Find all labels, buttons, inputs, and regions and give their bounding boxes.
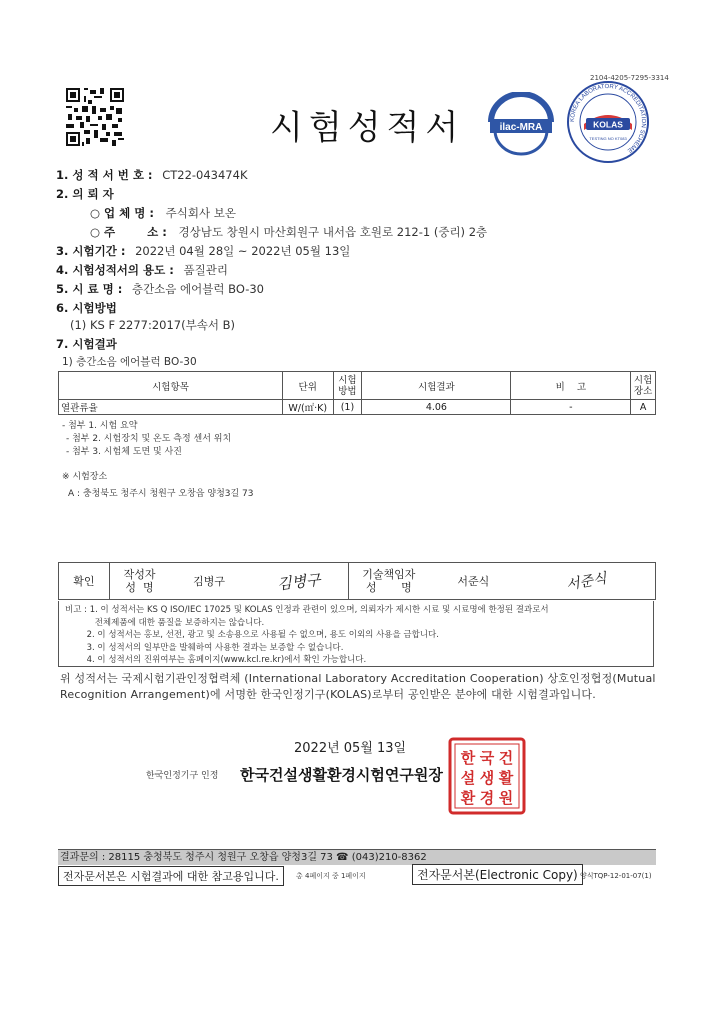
- test-place-a: A : 충청북도 청주시 청원구 오창읍 양청3길 73: [68, 489, 254, 499]
- svg-text:원: 원: [498, 789, 514, 807]
- svg-text:건: 건: [498, 749, 514, 767]
- attachment-3: - 첨부 3. 시험체 도면 및 사진: [66, 447, 182, 457]
- cell-place: A: [631, 400, 656, 415]
- attachment-2: - 첨부 2. 시험장치 및 온도 측정 센서 위치: [66, 434, 232, 444]
- svg-text:TESTING NO KT083: TESTING NO KT083: [589, 136, 627, 141]
- note-4: 4. 이 성적서의 진위여부는 홈페이지(www.kcl.re.kr)에서 확인 가능합니다.: [65, 655, 367, 665]
- method-value: (1) KS F 2277:2017(부속서 B): [70, 318, 235, 332]
- contact-bar: 결과문의 : 28115 충청북도 청주시 청원구 오창읍 양청3길 73 ☎ (043)210-8362: [58, 849, 656, 865]
- attachment-1: - 첨부 1. 시험 요약: [62, 421, 138, 431]
- sample-label: 5. 시 료 명 :: [56, 282, 123, 296]
- report-number-label: 1. 성 적 서 번 호 :: [56, 168, 153, 182]
- sample-row: [56, 281, 264, 297]
- svg-text:KOREA LABORATORY ACCREDITATION: KOREA LABORATORY ACCREDITATION SCHEME: [569, 83, 647, 154]
- confirm-label: 확인: [59, 563, 110, 600]
- header-method: 시험 방법: [333, 372, 362, 400]
- report-number-value: CT22-043474K: [162, 168, 248, 182]
- header-result: 시험결과: [362, 372, 511, 400]
- address-label: ○ 주 소 :: [90, 225, 167, 239]
- company-label: ○ 업 체 명 :: [90, 206, 154, 220]
- report-number-row: [56, 167, 247, 183]
- table-row: [59, 400, 656, 415]
- address-row: [90, 224, 487, 240]
- issuer-name: 한국건설생활환경시험연구원장: [240, 766, 443, 784]
- svg-text:한: 한: [460, 749, 476, 767]
- address-value: 경상남도 창원시 마산회원구 내서읍 호원로 212-1 (중리) 2층: [178, 225, 488, 239]
- issue-date: 2022년 05월 13일: [294, 741, 407, 756]
- cell-item: 열관류율: [59, 400, 283, 415]
- qr-code-icon: [66, 88, 124, 146]
- form-number: 양식TQP-12-01-07(1): [580, 872, 652, 880]
- method-label: 6. 시험방법: [56, 301, 117, 315]
- note-2: 2. 이 성적서는 홍보, 선전, 광고 및 소송용으로 사용될 수 없으며, 용도 이외의 사용을 금합니다.: [65, 630, 439, 640]
- confirmation-row: [59, 563, 656, 600]
- document-number: 2104-4205-7295-3314: [590, 74, 669, 82]
- page-title: 시험성적서: [270, 108, 465, 148]
- client-label: 2. 의 뢰 자: [56, 187, 114, 201]
- ilac-mra-logo-icon: [486, 92, 556, 158]
- svg-text:경: 경: [479, 789, 495, 807]
- purpose-row: [56, 262, 228, 278]
- manager-label: 기술책임자 성 명: [349, 563, 429, 600]
- notes-box: [58, 601, 654, 667]
- manager-signature: 서준식: [518, 563, 655, 600]
- cell-remark: -: [511, 400, 631, 415]
- accreditation-paragraph: 위 성적서는 국제시험기관인정협력체 (International Laboratory Accreditation Cooperation) 상호인정협정(Mutual Recognition Arrangement)에 서명한 한국인정기구(KOLAS)로부터 공인받은 분야에 대한 시험결과입니다.: [60, 672, 656, 701]
- period-value: 2022년 04월 28일 ~ 2022년 05월 13일: [135, 244, 351, 258]
- official-seal-icon: [448, 737, 526, 815]
- svg-text:환: 환: [460, 789, 476, 807]
- note-1: 비고 : 1. 이 성적서는 KS Q ISO/IEC 17025 및 KOLAS 인정과 관련이 있으며, 의뢰자가 제시한 시료 및 시료명에 한정된 결과로서: [65, 605, 549, 615]
- svg-text:활: 활: [498, 769, 514, 787]
- svg-text:생: 생: [479, 769, 495, 787]
- author-signature: 김병구: [249, 563, 349, 600]
- svg-text:ilac-MRA: ilac-MRA: [499, 122, 543, 133]
- page-count: 총 4페이지 중 1페이지: [296, 872, 366, 880]
- header-place: 시험 장소: [631, 372, 656, 400]
- author-label: 작성자 성 명: [109, 563, 169, 600]
- results-subtitle: 1) 층간소음 에어블럭 BO-30: [62, 356, 197, 368]
- header-remark: 비 고: [511, 372, 631, 400]
- period-row: [56, 243, 350, 259]
- results-table: [58, 371, 656, 415]
- issuer-prefix: 한국인정기구 인정: [146, 771, 219, 781]
- company-row: [90, 205, 236, 221]
- company-value: 주식회사 보온: [165, 206, 236, 220]
- period-label: 3. 시험기간 :: [56, 244, 126, 258]
- electronic-copy-label: 전자문서본(Electronic Copy): [412, 864, 583, 885]
- svg-text:국: 국: [479, 749, 495, 767]
- kolas-logo-icon: [566, 80, 650, 164]
- purpose-value: 품질관리: [183, 263, 228, 277]
- confirmation-table: [58, 562, 656, 600]
- test-place-title: ※ 시험장소: [62, 472, 108, 482]
- results-label: 7. 시험결과: [56, 337, 117, 351]
- manager-name: 서준식: [429, 563, 518, 600]
- header-item: 시험항목: [59, 372, 283, 400]
- svg-text:설: 설: [460, 769, 476, 787]
- electronic-notice: 전자문서본은 시험결과에 대한 참고용입니다.: [58, 866, 284, 886]
- purpose-label: 4. 시험성적서의 용도 :: [56, 263, 174, 277]
- note-3: 3. 이 성적서의 일부만을 발췌하여 사용한 결과는 보증할 수 없습니다.: [65, 642, 344, 653]
- cell-unit: W/(㎡·K): [282, 400, 333, 415]
- author-name: 김병구: [169, 563, 248, 600]
- svg-text:KOLAS: KOLAS: [593, 119, 623, 130]
- cell-result: 4.06: [362, 400, 511, 415]
- header-unit: 단위: [282, 372, 333, 400]
- sample-value: 층간소음 에어블럭 BO-30: [131, 282, 264, 296]
- results-header-row: [59, 372, 656, 400]
- cell-method: (1): [333, 400, 362, 415]
- note-1b: 전체제품에 대한 품질을 보증하지는 않습니다.: [65, 617, 265, 628]
